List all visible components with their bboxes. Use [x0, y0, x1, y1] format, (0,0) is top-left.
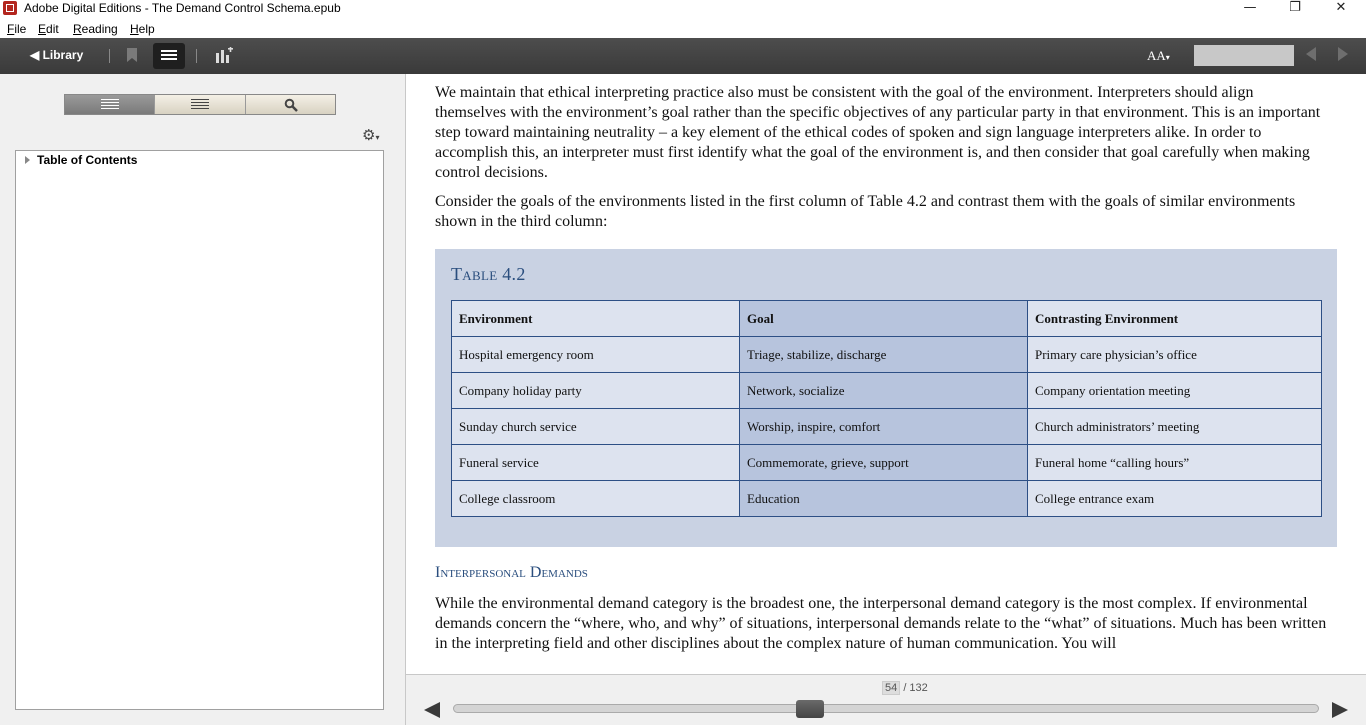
current-page[interactable]: 54 — [882, 681, 900, 695]
page-slider-thumb[interactable] — [796, 700, 824, 718]
bookmark-icon[interactable] — [126, 48, 138, 63]
reading-stats-icon[interactable] — [215, 47, 233, 63]
table-cell: Company orientation meeting — [1028, 373, 1322, 409]
paragraph: While the environmental demand category is the broadest one, the interpersonal demand category is the most complex. If environmental demands concern the “where, who, and why” of situations, interpersonal demands relate to the “what” of situations. Much has been written in the interpreting field and other disciplines about the complex nature of human communication. You will — [435, 595, 1327, 652]
prev-page-icon[interactable] — [1306, 47, 1316, 61]
maximize-button[interactable]: ❐ — [1289, 0, 1301, 15]
table-cell: College entrance exam — [1028, 481, 1322, 517]
window-title: Adobe Digital Editions - The Demand Control Schema.epub — [24, 1, 341, 15]
table-cell: Sunday church service — [452, 409, 740, 445]
toolbar-separator — [109, 49, 110, 63]
next-page-icon[interactable] — [1338, 47, 1348, 61]
table-row — [452, 409, 1322, 445]
search-icon — [284, 98, 298, 112]
table-cell: Funeral home “calling hours” — [1028, 445, 1322, 481]
table-row — [452, 481, 1322, 517]
table-figure — [435, 249, 1337, 547]
section-heading: Interpersonal Demands — [435, 564, 588, 581]
table-of-contents-icon[interactable] — [153, 43, 185, 69]
table-cell: Church administrators’ meeting — [1028, 409, 1322, 445]
paragraph: We maintain that ethical interpreting practice also must be consistent with the goal of the environment. Interpreters should align themselves with the environment’s goal rather than the specific objectives of any particular party in that environment. This is an important step toward maintaining neutrality – a key element of the ethical codes of spoken and sign language interpreters alike. In order to accomplish this, an interpreter must first identify what the goal of the environment is, and then consider that goal carefully when making control decisions. — [435, 84, 1321, 181]
table-of-contents-tab[interactable] — [65, 95, 155, 114]
toc-root-item[interactable]: Table of Contents — [37, 153, 138, 167]
table-caption: Table 4.2 — [451, 264, 526, 284]
menu-bar — [0, 19, 1366, 38]
menu-file[interactable]: File — [7, 22, 27, 36]
reading-pane — [406, 74, 1366, 674]
table-cell: Funeral service — [452, 445, 740, 481]
table-row — [452, 373, 1322, 409]
next-page-arrow-icon[interactable] — [1332, 702, 1348, 718]
table-cell: Network, socialize — [740, 373, 1028, 409]
library-button[interactable]: ◀ Library — [30, 48, 84, 62]
toolbar-separator — [196, 49, 197, 63]
table-header: Environment — [452, 301, 740, 337]
table-cell: Commemorate, grieve, support — [740, 445, 1028, 481]
gear-icon[interactable]: ⚙▾ — [362, 126, 380, 144]
toc-tree — [15, 150, 384, 710]
table-header: Contrasting Environment — [1028, 301, 1322, 337]
paragraph: Consider the goals of the environments listed in the first column of Table 4.2 and contrast them with the goals of similar environments shown in the third column: — [435, 193, 1296, 230]
table-cell: Worship, inspire, comfort — [740, 409, 1028, 445]
total-pages: / 132 — [903, 682, 928, 694]
sidebar-tabs — [64, 94, 336, 115]
table-header-row — [452, 301, 1322, 337]
menu-reading[interactable]: Reading — [73, 22, 118, 36]
minimize-button[interactable]: — — [1243, 0, 1257, 15]
menu-help[interactable]: Help — [130, 22, 155, 36]
page-navigation-bar — [406, 674, 1366, 725]
previous-page-arrow-icon[interactable] — [424, 702, 440, 718]
bookmarks-tab[interactable] — [155, 95, 245, 114]
close-button[interactable]: ✕ — [1335, 0, 1347, 15]
page-slider-track[interactable] — [453, 704, 1319, 713]
page-input[interactable] — [1194, 45, 1294, 66]
expand-triangle-icon[interactable] — [25, 156, 30, 164]
sidebar — [0, 74, 406, 725]
table-cell: Company holiday party — [452, 373, 740, 409]
app-icon — [3, 1, 17, 15]
table-cell: Education — [740, 481, 1028, 517]
table-row — [452, 337, 1322, 373]
page-indicator — [882, 682, 928, 694]
search-tab[interactable] — [246, 95, 335, 114]
title-bar — [0, 0, 1366, 18]
table-cell: Triage, stabilize, discharge — [740, 337, 1028, 373]
table-cell: College classroom — [452, 481, 740, 517]
table-header: Goal — [740, 301, 1028, 337]
table-row — [452, 445, 1322, 481]
table-cell: Primary care physician’s office — [1028, 337, 1322, 373]
goal-table — [451, 300, 1322, 517]
table-cell: Hospital emergency room — [452, 337, 740, 373]
font-size-icon[interactable]: AA▾ — [1147, 48, 1170, 63]
menu-edit[interactable]: Edit — [38, 22, 59, 36]
